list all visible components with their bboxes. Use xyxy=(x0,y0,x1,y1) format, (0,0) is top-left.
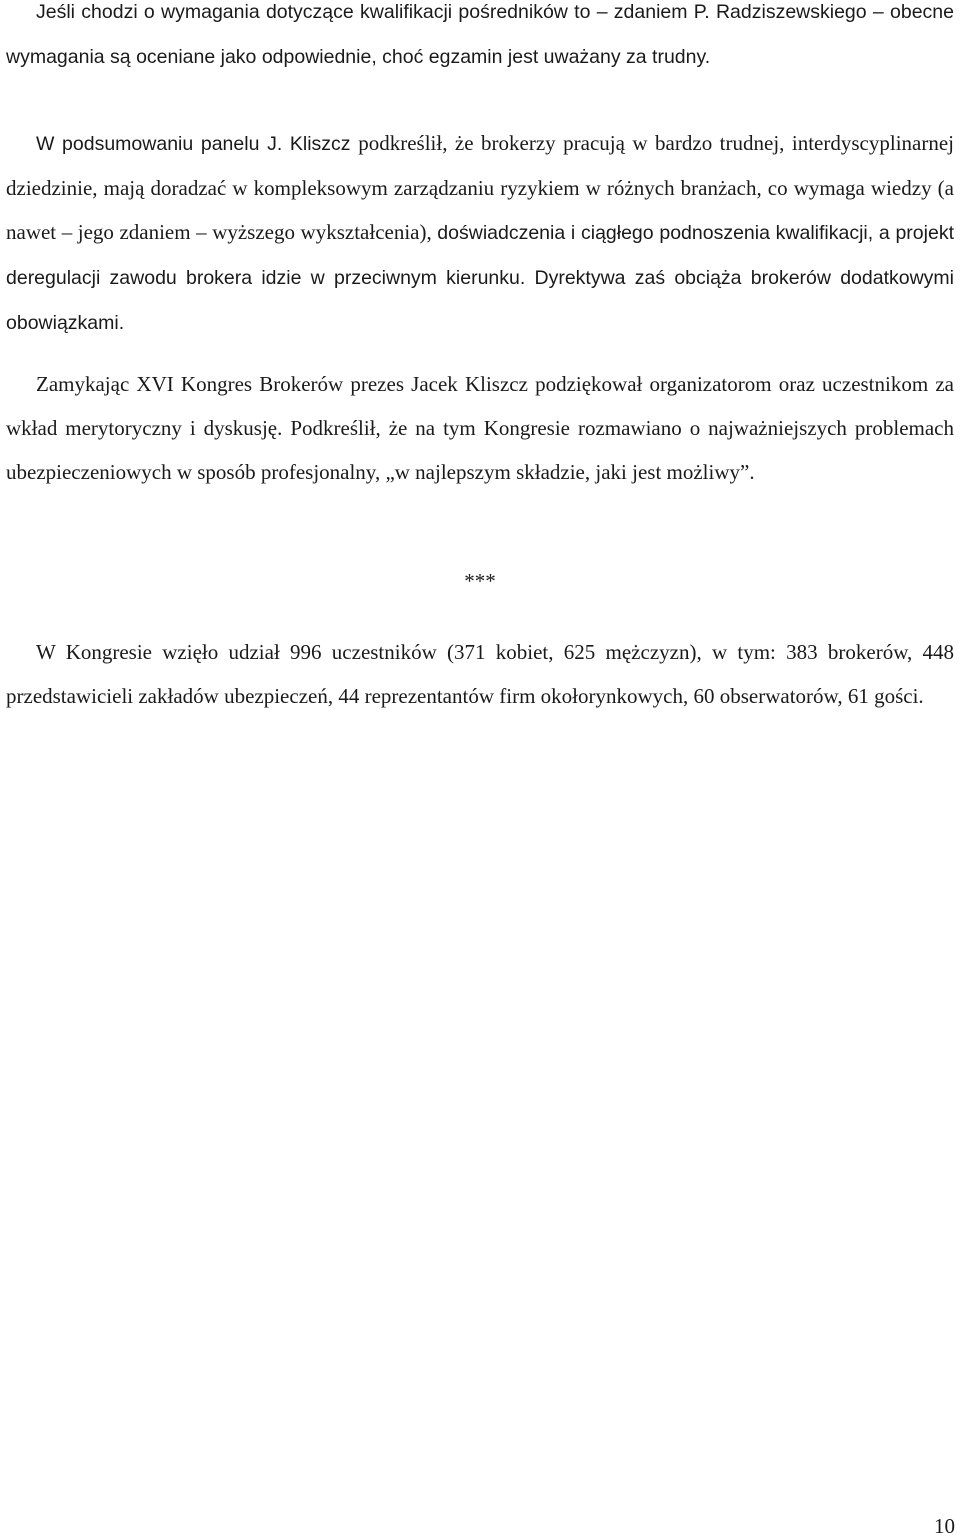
text-segment: podkreślił, że brokerzy pracują w bardzo trudnej, interdyscyplinarnej dziedzinie, mają doradzać w kompleksowym zarządzaniu ryzykiem w różnych branżach, co wymaga wiedzy (a nawet – jego zdaniem – wyższego wykształcenia), xyxy=(6,131,954,244)
paragraph-panel-summary xyxy=(6,121,954,345)
text-segment: W podsumowaniu panelu J. Kliszcz xyxy=(36,133,359,155)
paragraph-closing xyxy=(6,362,954,494)
text-segment: Jeśli chodzi o wymagania dotyczące kwalifikacji pośredników to – zdaniem P. Radziszewskiego – obecne wymagania są oceniane jako odpowiednie, choć egzamin jest uważany za trudny. xyxy=(6,1,954,68)
section-separator: *** xyxy=(464,569,496,593)
page-number: 10 xyxy=(934,1514,955,1538)
text-segment: doświadczenia i ciągłego podnoszenia kwalifikacji, a projekt deregulacji zawodu brokera idzie w przeciwnym kierunku. Dyrektywa zaś obciąża brokerów dodatkowymi obowiązkami. xyxy=(6,222,954,334)
paragraph-qualifications xyxy=(6,0,954,79)
paragraph-participants xyxy=(6,630,954,718)
text-segment: Zamykając XVI Kongres Brokerów prezes Jacek Kliszcz podziękował organizatorom oraz uczestnikom za wkład merytoryczny i dyskusję. Podkreślił, że na tym Kongresie rozmawiano o najważniejszych problemach ubezpieczeniowych w sposób profesjonalny, „w najlepszym składzie, jaki jest możliwy”. xyxy=(6,372,954,484)
text-segment: W Kongresie wzięło udział 996 uczestników (371 kobiet, 625 mężczyzn), w tym: 383 brokerów, 448 przedstawicieli zakładów ubezpieczeń, 44 reprezentantów firm okołorynkowych, 60 obserwatorów, 61 gości. xyxy=(6,640,954,708)
